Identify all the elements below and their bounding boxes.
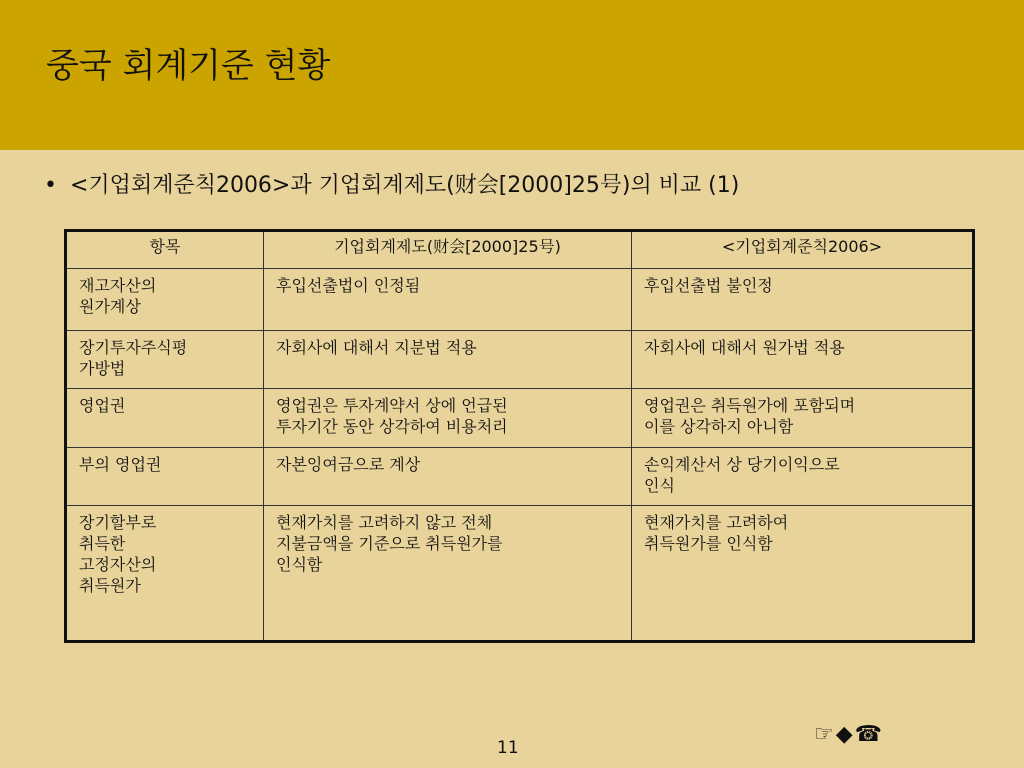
table-row (66, 448, 974, 506)
table-row (66, 269, 974, 331)
cell-text: 후입선출법이 인정됨 (276, 276, 421, 295)
bullet-text: <기업회계준칙2006>과 기업회계제도(财会[2000]25号)의 비교 (1) (70, 173, 740, 198)
cell-old-system (264, 448, 632, 506)
cell-item (66, 506, 264, 642)
cell-text: 영업권은 투자계약서 상에 언급된 (276, 396, 508, 415)
table-header-row (66, 231, 974, 269)
cell-text: 현재가치를 고려하여 (644, 513, 789, 532)
cell-old-system (264, 331, 632, 389)
bullet-point (44, 168, 739, 199)
cell-new-standard (632, 448, 974, 506)
logo-icon: ☞◆☎ (814, 722, 885, 747)
cell-text: 가방법 (79, 359, 126, 378)
header-new-standard: <기업회계준칙2006> (632, 231, 974, 269)
cell-text: 손익계산서 상 당기이익으로 (644, 455, 840, 474)
cell-text: 부의 영업권 (79, 455, 162, 474)
cell-text: 장기투자주식평 (79, 338, 188, 357)
cell-text: 자본잉여금으로 계상 (276, 455, 421, 474)
cell-text: 재고자산의 (79, 276, 157, 295)
cell-text: 영업권은 취득원가에 포함되며 (644, 396, 856, 415)
table-row (66, 506, 974, 642)
cell-text: 취득한 (79, 534, 126, 553)
slide-title: 중국 회계기준 현황 (46, 46, 331, 86)
cell-item (66, 269, 264, 331)
cell-text: 고정자산의 (79, 555, 157, 574)
cell-new-standard (632, 331, 974, 389)
page-number: 11 (497, 738, 519, 758)
cell-text: 후입선출법 불인정 (644, 276, 773, 295)
header-item: 항목 (66, 231, 264, 269)
cell-old-system (264, 269, 632, 331)
cell-text: 원가계상 (79, 297, 141, 316)
cell-item (66, 448, 264, 506)
cell-new-standard (632, 389, 974, 448)
cell-text: 취득원가를 인식함 (644, 534, 773, 553)
cell-old-system (264, 389, 632, 448)
cell-text: 지불금액을 기준으로 취득원가를 (276, 534, 503, 553)
cell-text: 현재가치를 고려하지 않고 전체 (276, 513, 493, 532)
cell-text: 자회사에 대해서 지분법 적용 (276, 338, 477, 357)
cell-item (66, 331, 264, 389)
cell-old-system (264, 506, 632, 642)
cell-text: 취득원가 (79, 576, 141, 595)
table-row (66, 389, 974, 448)
cell-new-standard (632, 506, 974, 642)
cell-text: 장기할부로 (79, 513, 157, 532)
cell-text: 영업권 (79, 396, 126, 415)
comparison-table (64, 229, 975, 643)
cell-text: 인식 (644, 476, 675, 495)
cell-new-standard (632, 269, 974, 331)
cell-item (66, 389, 264, 448)
table-row (66, 331, 974, 389)
bullet-dot-icon: • (44, 173, 57, 198)
cell-text: 투자기간 동안 상각하여 비용처리 (276, 417, 508, 436)
cell-text: 자회사에 대해서 원가법 적용 (644, 338, 845, 357)
cell-text: 인식함 (276, 555, 323, 574)
header-old-system: 기업회계제도(财会[2000]25号) (264, 231, 632, 269)
cell-text: 이를 상각하지 아니함 (644, 417, 794, 436)
